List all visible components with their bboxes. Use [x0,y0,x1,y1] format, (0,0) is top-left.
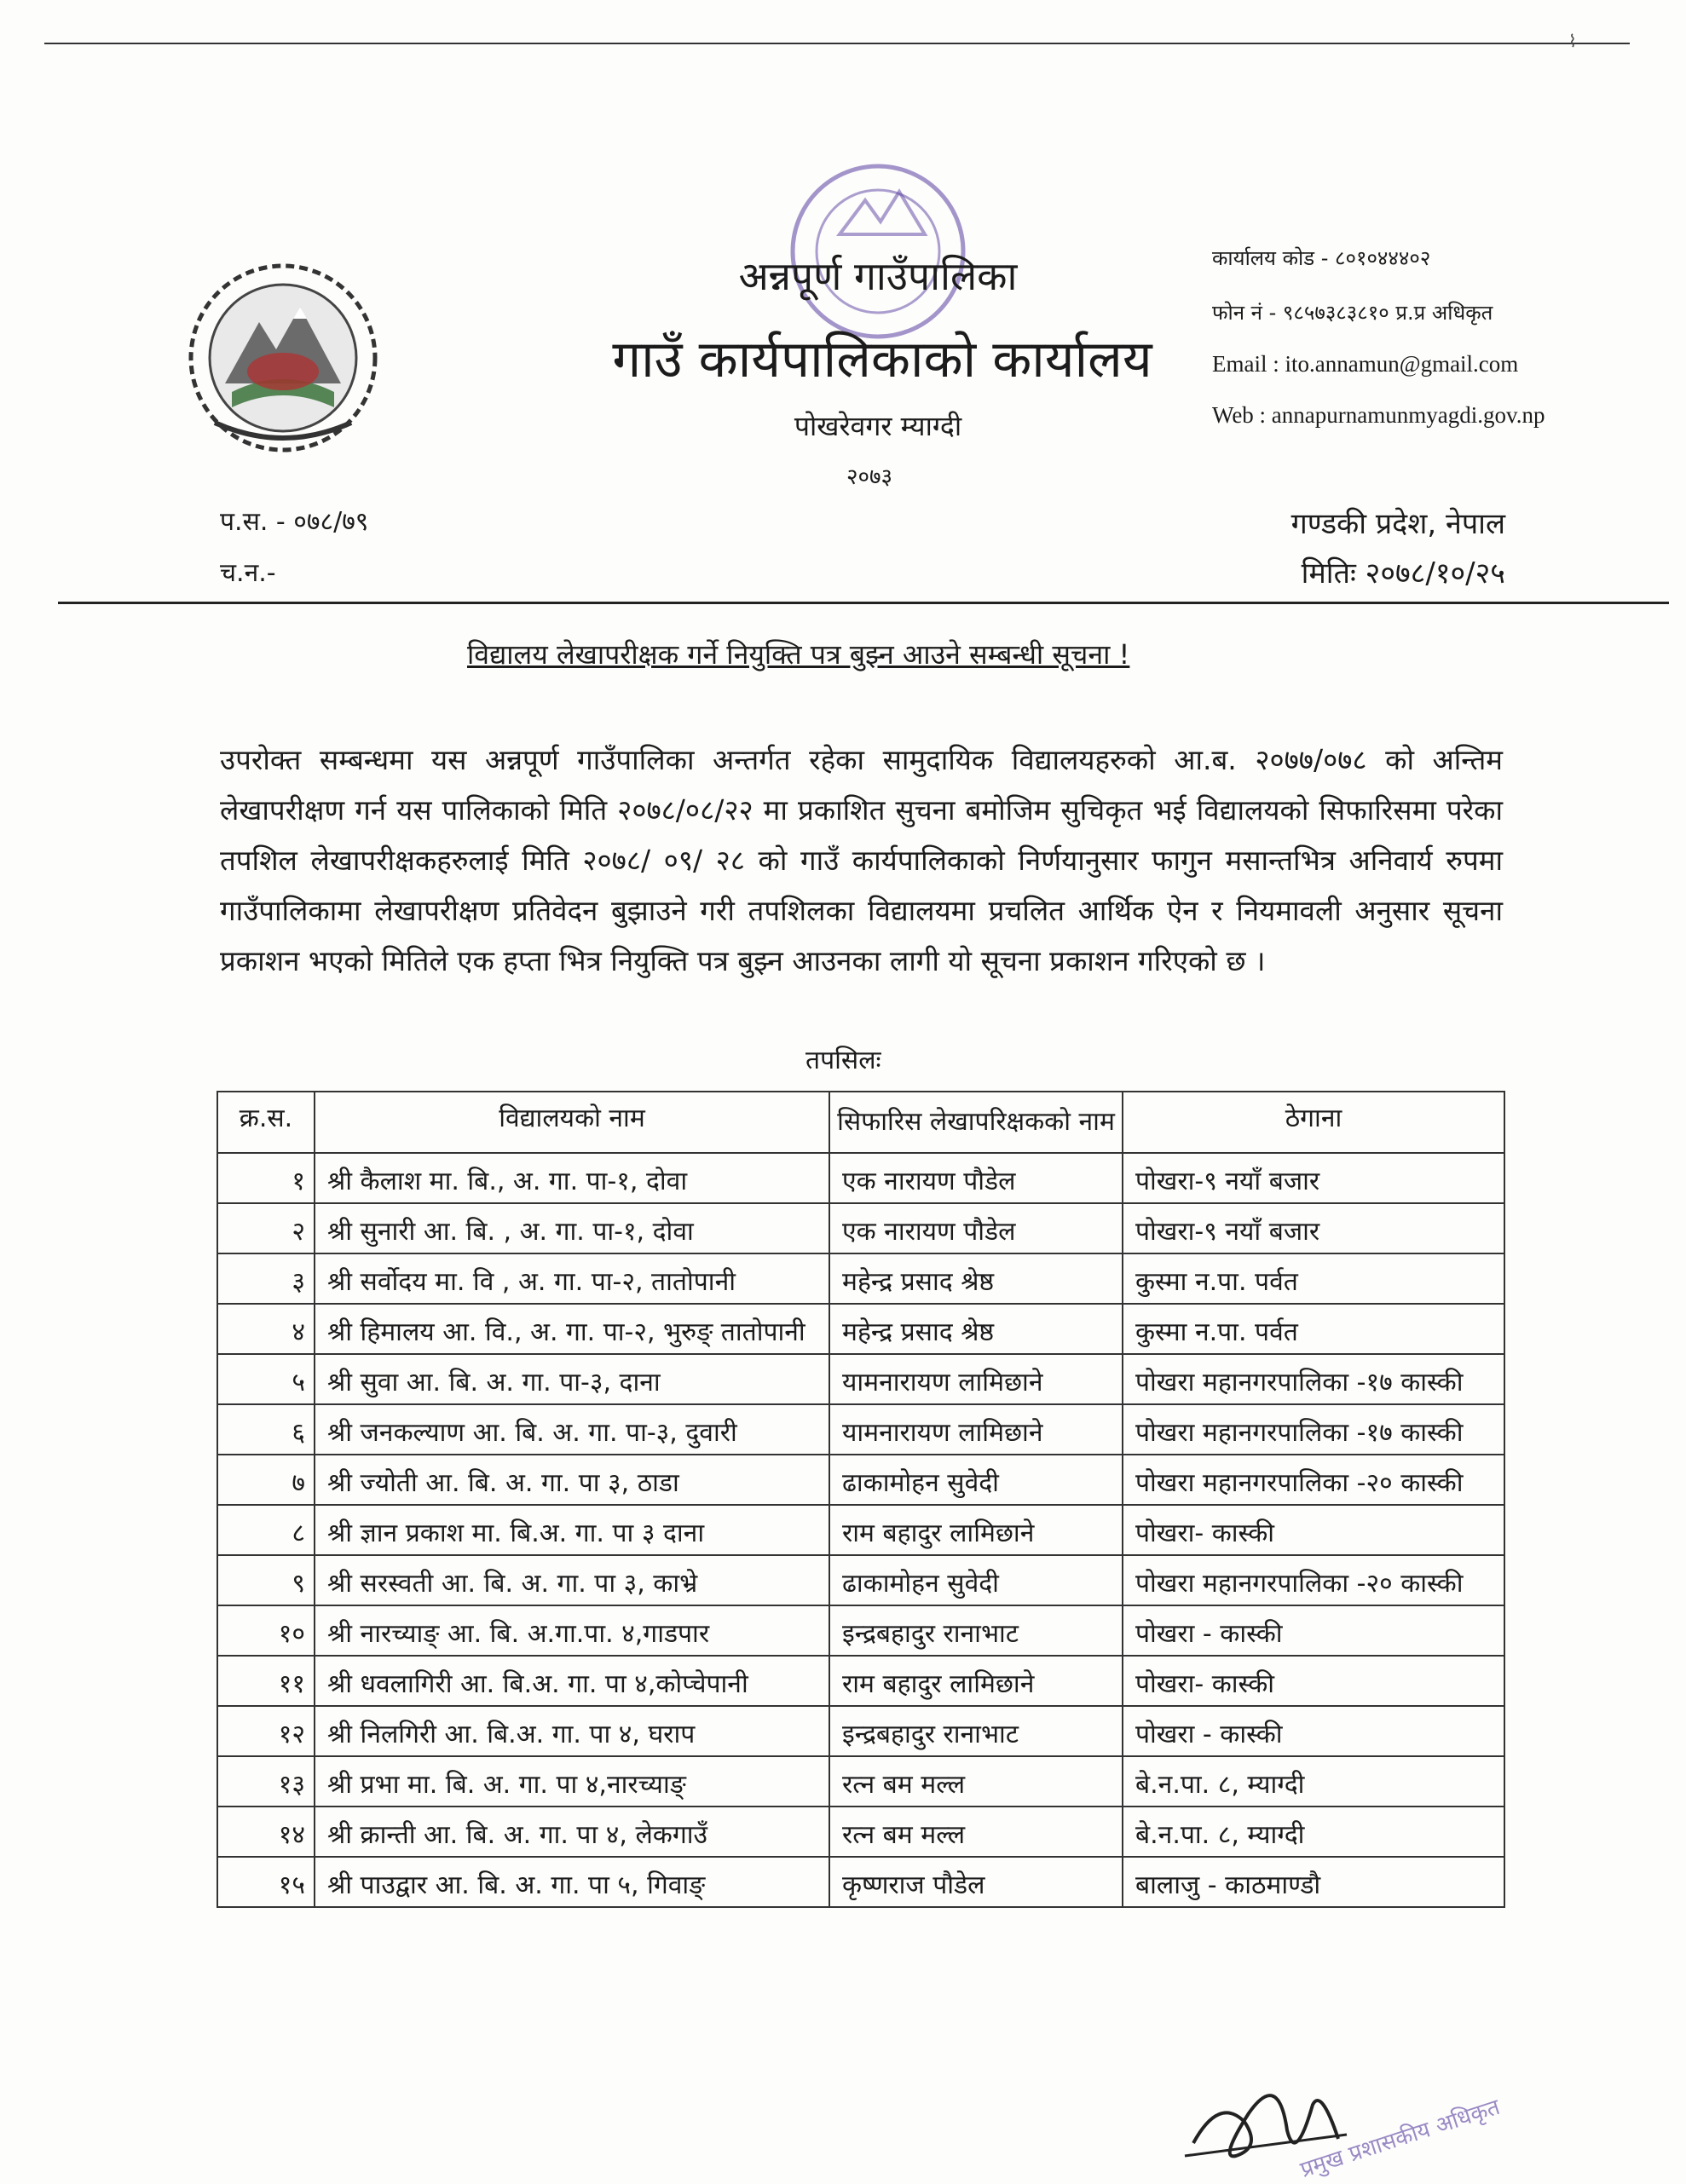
table-row [217,1203,1504,1253]
auditor-cell: यामनारायण लामिछाने [829,1404,1123,1455]
auditor-cell: राम बहादुर लामिछाने [829,1505,1123,1555]
school-cell: श्री हिमालय आ. वि., अ. गा. पा-२, भुरुङ् तातोपानी [315,1304,829,1354]
notice-body: उपरोक्त सम्बन्धमा यस अन्नपूर्ण गाउँपालिका अन्तर्गत रहेका सामुदायिक विद्यालयहरुको आ.ब. २०७७/०७८ को अन्तिम लेखापरीक्षण गर्न यस पालिकाको मिति २०७८/०८/२२ मा प्रकाशित सुचना बमोजिम सुचिकृत भई विद्यालयको सिफारिसमा परेका तपशिल लेखापरीक्षकहरुलाई मिति २०७८/ ०९/ २८ को गाउँ कार्यपालिकाको निर्णयानुसार फागुन मसान्तभित्र अनिवार्य रुपमा गाउँपालिकामा लेखापरीक्षण प्रतिवेदन बुझाउने गरी तपशिलका विद्यालयमा प्रचलित आर्थिक ऐन र नियमावली अनुसार सूचना प्रकाशन भएको मितिले एक हप्ता भित्र नियुक्ति पत्र बुझ्न आउनका लागी यो सूचना प्रकाशन गरिएको छ । [220,743,1503,977]
auditor-cell: यामनारायण लामिछाने [829,1354,1123,1404]
table-row [217,1756,1504,1807]
email-address: Email : ito.annamun@gmail.com [1212,351,1519,377]
serial-cell: ५ [217,1354,315,1404]
school-cell: श्री सरस्वती आ. बि. अ. गा. पा ३, काभ्रे [315,1555,829,1605]
serial-cell: ११ [217,1656,315,1706]
col-auditor: सिफारिस लेखापरिक्षकको नाम [829,1092,1123,1153]
serial-cell: ९ [217,1555,315,1605]
address-cell: पोखरा महानगरपालिका -२० कास्की [1123,1555,1504,1605]
serial-cell: ६ [217,1404,315,1455]
letter-date: मितिः २०७८/१०/२५ [1301,556,1505,591]
table-row [217,1153,1504,1203]
address-cell: बालाजु - काठमाण्डौ [1123,1857,1504,1907]
school-cell: श्री सर्वोदय मा. वि , अ. गा. पा-२, तातोपानी [315,1253,829,1304]
auditor-cell: एक नारायण पौडेल [829,1153,1123,1203]
address-cell: पोखरा महानगरपालिका -१७ कास्की [1123,1404,1504,1455]
stamp-text: प्रमुख प्रशासकीय अधिकृत [1296,2094,1504,2183]
phone-number: फोन नं - ९८५७३८३८१० प्र.प्र अधिकृत [1212,301,1493,325]
notice-subject: विद्यालय लेखापरीक्षक गर्ने नियुक्ति पत्र बुझ्न आउने सम्बन्धी सूचना ! [467,638,1130,671]
table-row [217,1656,1504,1706]
office-code: कार्यालय कोड - ८०१०४४४०२ [1212,246,1431,270]
school-cell: श्री सुवा आ. बि. अ. गा. पा-३, दाना [315,1354,829,1404]
address-cell: पोखरा-९ नयाँ बजार [1123,1203,1504,1253]
serial-cell: ४ [217,1304,315,1354]
address-cell: पोखरा-९ नयाँ बजार [1123,1153,1504,1203]
top-rule [44,43,1630,44]
table-row [217,1605,1504,1656]
table-row [217,1354,1504,1404]
table-header-row [217,1092,1504,1153]
auditor-cell: इन्द्रबहादुर रानाभाट [829,1605,1123,1656]
address-cell: बे.न.पा. ८, म्याग्दी [1123,1807,1504,1857]
school-cell: श्री ज्योती आ. बि. अ. गा. पा ३, ठाडा [315,1455,829,1505]
auditor-cell: ढाकामोहन सुवेदी [829,1455,1123,1505]
table-row [217,1455,1504,1505]
auditor-cell: महेन्द्र प्रसाद श्रेष्ठ [829,1304,1123,1354]
established-year: २०७३ [846,464,893,490]
address-cell: पोखरा- कास्की [1123,1505,1504,1555]
reference-number: प.स. - ०७८/७९ [220,507,369,537]
address-cell: पोखरा महानगरपालिका -२० कास्की [1123,1455,1504,1505]
address-cell: कुस्मा न.पा. पर्वत [1123,1253,1504,1304]
address-cell: पोखरा - कास्की [1123,1605,1504,1656]
auditor-cell: राम बहादुर लामिछाने [829,1656,1123,1706]
address-cell: पोखरा- कास्की [1123,1656,1504,1706]
serial-cell: ७ [217,1455,315,1505]
address-cell: कुस्मा न.पा. पर्वत [1123,1304,1504,1354]
col-address: ठेगाना [1123,1092,1504,1153]
office-location: पोखरेवगर म्याग्दी [794,410,962,442]
serial-cell: १ [217,1153,315,1203]
table-row [217,1857,1504,1907]
corner-mark: ⌇ [1568,31,1577,51]
dispatch-number: च.न.- [220,558,276,588]
serial-cell: ३ [217,1253,315,1304]
auditor-table [217,1091,1505,1908]
municipality-name: अन्नपूर्ण गाउँपालिका [738,253,1018,299]
school-cell: श्री ज्ञान प्रकाश मा. बि.अ. गा. पा ३ दाना [315,1505,829,1555]
school-cell: श्री धवलागिरी आ. बि.अ. गा. पा ४,कोप्चेपानी [315,1656,829,1706]
table-row [217,1253,1504,1304]
school-cell: श्री प्रभा मा. बि. अ. गा. पा ४,नारच्याङ् [315,1756,829,1807]
serial-cell: ८ [217,1505,315,1555]
province-line: गण्डकी प्रदेश, नेपाल [1290,507,1505,541]
school-cell: श्री जनकल्याण आ. बि. अ. गा. पा-३, दुवारी [315,1404,829,1455]
serial-cell: १० [217,1605,315,1656]
serial-cell: १२ [217,1706,315,1756]
nepal-emblem-icon [181,256,385,460]
auditor-cell: रत्न बम मल्ल [829,1756,1123,1807]
auditor-cell: महेन्द्र प्रसाद श्रेष्ठ [829,1253,1123,1304]
website-address: Web : annapurnamunmyagdi.gov.np [1212,402,1545,428]
table-row [217,1807,1504,1857]
table-row [217,1706,1504,1756]
header-divider [58,602,1669,604]
table-row [217,1505,1504,1555]
auditor-cell: एक नारायण पौडेल [829,1203,1123,1253]
auditor-cell: इन्द्रबहादुर रानाभाट [829,1706,1123,1756]
school-cell: श्री कैलाश मा. बि., अ. गा. पा-१, दोवा [315,1153,829,1203]
school-cell: श्री निलगिरी आ. बि.अ. गा. पा ४, घराप [315,1706,829,1756]
school-cell: श्री सुनारी आ. बि. , अ. गा. पा-१, दोवा [315,1203,829,1253]
address-cell: पोखरा महानगरपालिका -१७ कास्की [1123,1354,1504,1404]
auditor-cell: रत्न बम मल्ल [829,1807,1123,1857]
serial-cell: १३ [217,1756,315,1807]
office-name: गाउँ कार्यपालिकाको कार्यालय [612,330,1152,389]
table-row [217,1555,1504,1605]
table-row [217,1404,1504,1455]
school-cell: श्री क्रान्ती आ. बि. अ. गा. पा ४, लेकगाउँ [315,1807,829,1857]
school-cell: श्री नारच्याङ् आ. बि. अ.गा.पा. ४,गाडपार [315,1605,829,1656]
auditor-cell: ढाकामोहन सुवेदी [829,1555,1123,1605]
serial-cell: २ [217,1203,315,1253]
address-cell: पोखरा - कास्की [1123,1706,1504,1756]
serial-cell: १५ [217,1857,315,1907]
col-school: विद्यालयको नाम [315,1092,829,1153]
address-cell: बे.न.पा. ८, म्याग्दी [1123,1756,1504,1807]
school-cell: श्री पाउद्वार आ. बि. अ. गा. पा ५, गिवाङ् [315,1857,829,1907]
table-row [217,1304,1504,1354]
officer-stamp [1193,2088,1551,2181]
auditor-cell: कृष्णराज पौडेल [829,1857,1123,1907]
annex-label: तपसिलः [805,1046,881,1075]
serial-cell: १४ [217,1807,315,1857]
col-serial: क्र.स. [217,1092,315,1153]
